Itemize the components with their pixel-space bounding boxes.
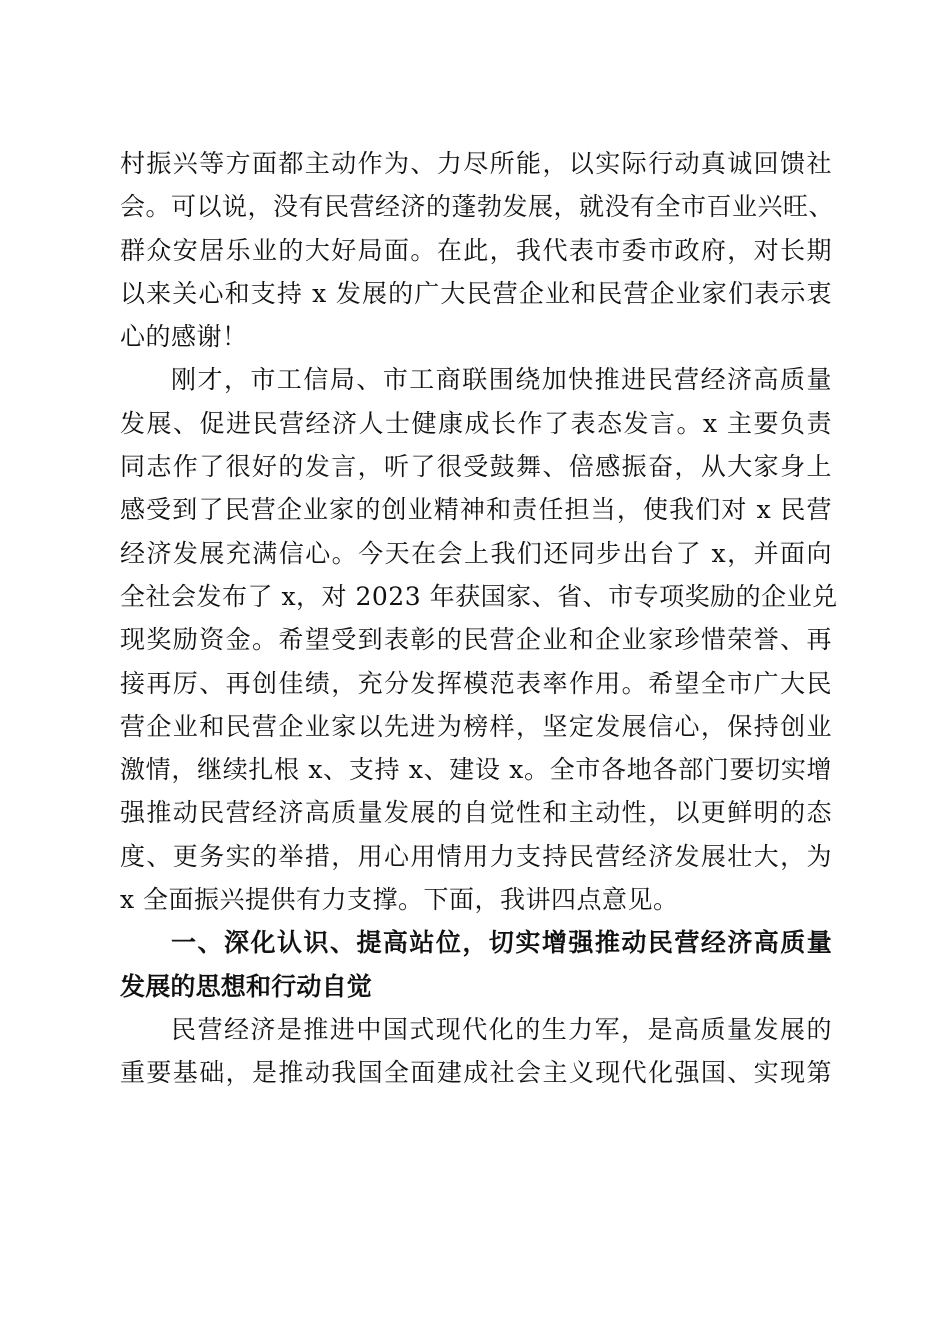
document-body	[120, 142, 838, 1095]
paragraph-line: 刚才，市工信局、市工商联围绕加快推进民营经济高质量	[171, 365, 832, 395]
paragraph-line: 以来关心和支持 x 发展的广大民营企业和民营企业家们表示衷	[120, 278, 832, 308]
paragraph-line: 会。可以说，没有民营经济的蓬勃发展，就没有全市百业兴旺、	[120, 192, 835, 222]
paragraph-line: 度、更务实的举措，用心用情用力支持民营经济发展壮大，为	[120, 841, 832, 871]
section-heading: 发展的思想和行动自觉	[120, 971, 373, 1001]
paragraph-line: 全社会发布了 x，对 2023 年获国家、省、市专项奖励的企业兑	[120, 581, 838, 611]
paragraph-line: 重要基础，是推动我国全面建成社会主义现代化强国、实现第	[120, 1058, 832, 1088]
paragraph-line: 接再厉、再创佳绩，充分发挥模范表率作用。希望全市广大民	[120, 668, 832, 698]
paragraph-line: 感受到了民营企业家的创业精神和责任担当，使我们对 x 民营	[120, 495, 832, 525]
paragraph-line: 同志作了很好的发言，听了很受鼓舞、倍感振奋，从大家身上	[120, 452, 832, 482]
paragraph-line: 经济发展充满信心。今天在会上我们还同步出台了 x，并面向	[120, 538, 832, 568]
section-heading: 一、深化认识、提高站位，切实增强推动民营经济高质量	[171, 928, 832, 958]
paragraph-line: 现奖励资金。希望受到表彰的民营企业和企业家珍惜荣誉、再	[120, 625, 832, 655]
paragraph-line: 村振兴等方面都主动作为、力尽所能，以实际行动真诚回馈社	[120, 149, 832, 178]
paragraph-line: x 全面振兴提供有力支撑。下面，我讲四点意见。	[120, 885, 679, 915]
paragraph-line: 民营经济是推进中国式现代化的生力军，是高质量发展的	[171, 1014, 832, 1044]
paragraph-line: 强推动民营经济高质量发展的自觉性和主动性，以更鲜明的态	[120, 798, 832, 828]
paragraph-line: 发展、促进民营经济人士健康成长作了表态发言。x 主要负责	[120, 408, 832, 438]
paragraph-line: 营企业和民营企业家以先进为榜样，坚定发展信心，保持创业	[120, 711, 832, 741]
paragraph-line: 激情，继续扎根 x、支持 x、建设 x。全市各地各部门要切实增	[120, 755, 832, 785]
paragraph-line: 心的感谢！	[120, 322, 248, 352]
paragraph-line: 群众安居乐业的大好局面。在此，我代表市委市政府，对长期	[120, 235, 832, 265]
